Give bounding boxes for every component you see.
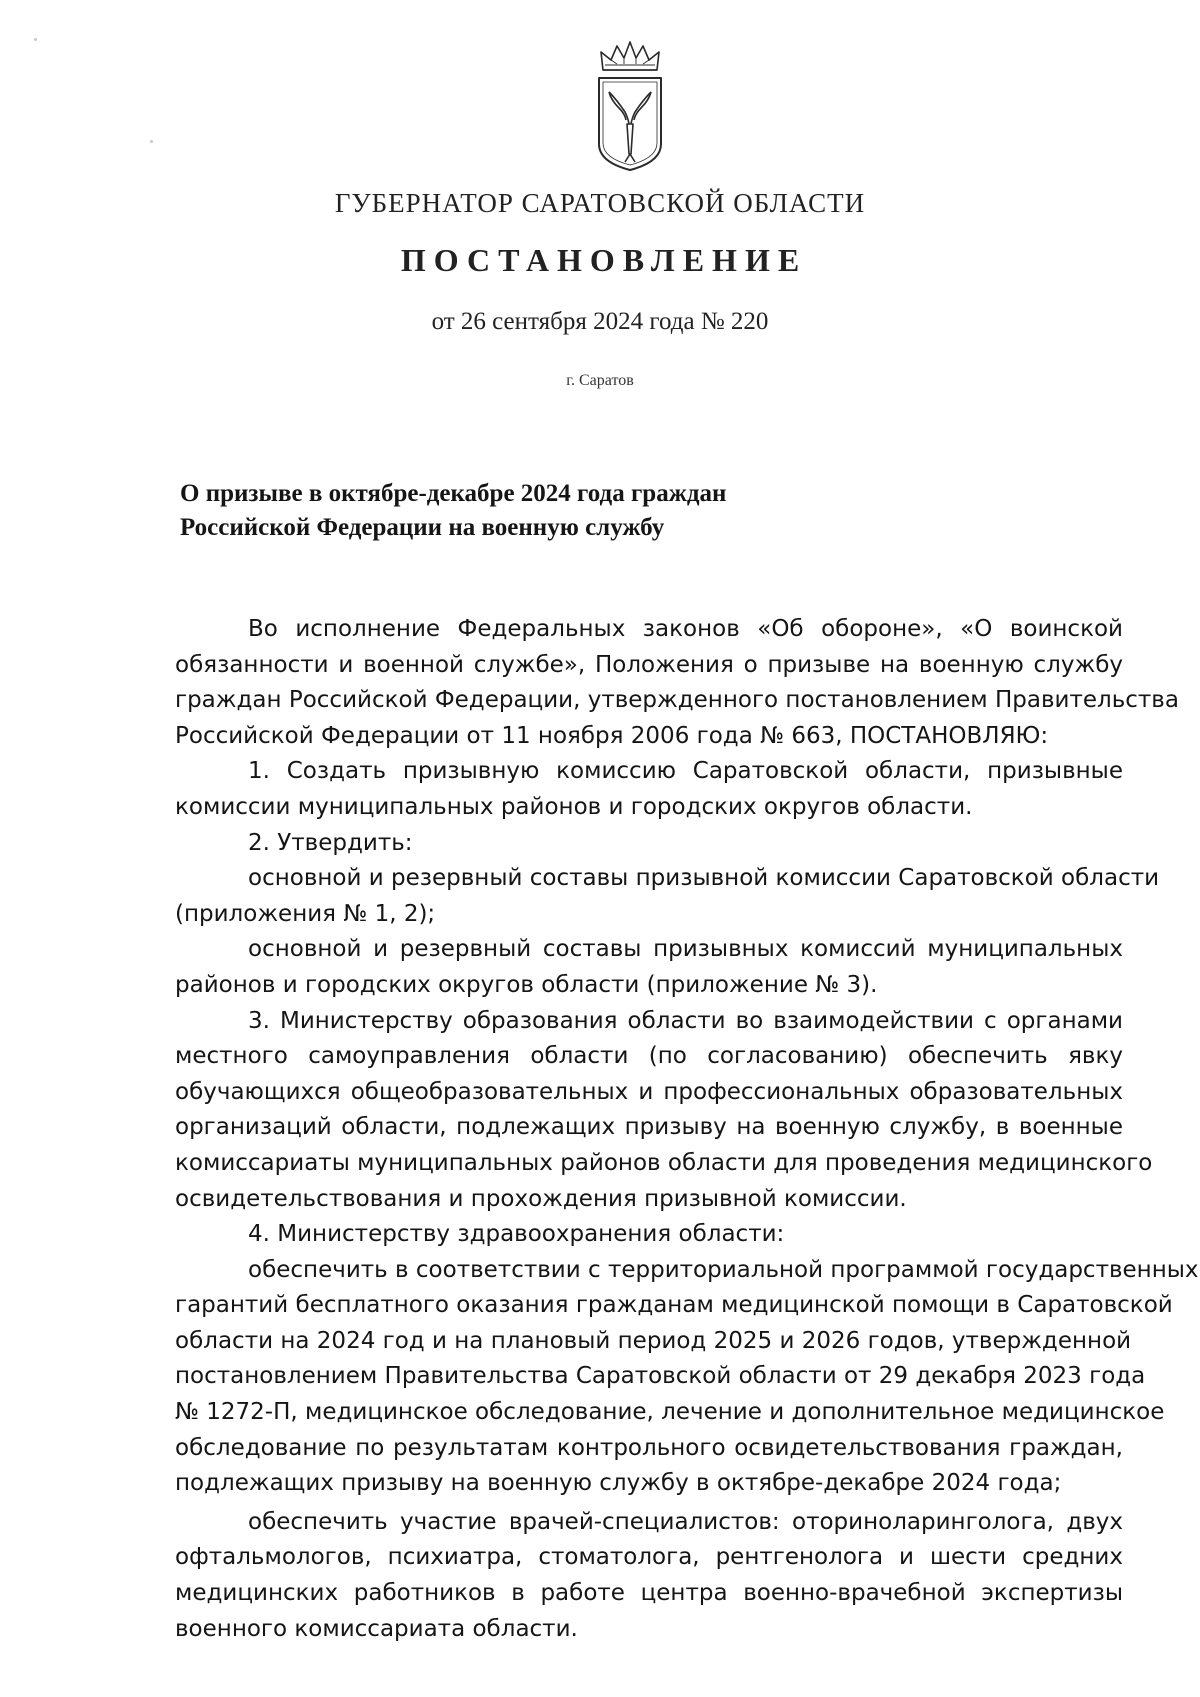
body-line: освидетельствования и прохождения призывной комиссии. [175, 1185, 907, 1212]
body-line: местного самоуправления области (по согласованию) обеспечить явку [175, 1043, 1123, 1070]
body-line: офтальмологов, психиатра, стоматолога, рентгенолога и шести средних [175, 1544, 1123, 1571]
body-line: организаций области, подлежащих призыву на военную службу, в военные [175, 1114, 1123, 1141]
body-line: 4. Министерству здравоохранения области: [248, 1221, 785, 1248]
title-line: О призыве в октябре-декабре 2024 года граждан [180, 480, 727, 507]
body-line: обязанности и военной службе», Положения о призыве на военную службу [175, 651, 1123, 678]
title-line: Российской Федерации на военную службу [180, 514, 665, 541]
body-line: подлежащих призыву на военную службу в октябре-декабре 2024 года; [175, 1470, 1062, 1497]
saratov-coat-of-arms-icon [593, 40, 667, 172]
body-line: обеспечить в соответствии с территориальной программой государственных [248, 1256, 1199, 1283]
document-title [180, 477, 820, 545]
scan-speck [150, 140, 153, 143]
body-line: Во исполнение Федеральных законов «Об обороне», «О воинской [248, 616, 1123, 642]
body-line: основной и резервный составы призывных комиссий муниципальных [248, 936, 1123, 963]
body-line: военного комиссариата области. [175, 1615, 578, 1642]
body-line: основной и резервный составы призывной комиссии Саратовской области [248, 865, 1160, 892]
body-line: обеспечить участие врачей-специалистов: оториноларинголога, двух [248, 1508, 1123, 1535]
document-city: г. Саратов [566, 372, 634, 389]
body-line: (приложения № 1, 2); [175, 900, 436, 927]
document-type: ПОСТАНОВЛЕНИЕ [400, 242, 808, 278]
body-line: комиссариаты муниципальных районов области для проведения медицинского [175, 1149, 1153, 1176]
body-line: области на 2024 год и на плановый период 2025 и 2026 годов, утвержденной [175, 1327, 1132, 1354]
body-line: № 1272-П, медицинское обследование, лечение и дополнительное медицинское [175, 1399, 1165, 1426]
body-line: комиссии муниципальных районов и городских округов области. [175, 793, 973, 820]
scan-speck [34, 38, 37, 41]
body-line: 1. Создать призывную комиссию Саратовской области, призывные [248, 758, 1123, 785]
body-line: обучающихся общеобразовательных и профессиональных образовательных [175, 1078, 1123, 1105]
body-line: граждан Российской Федерации, утвержденного постановлением Правительства [175, 687, 1179, 714]
body-line: районов и городских округов области (приложение № 3). [175, 971, 878, 998]
body-line: медицинских работников в работе центра военно-врачебной экспертизы [175, 1580, 1123, 1607]
document-date-number: от 26 сентября 2024 года № 220 [431, 308, 769, 335]
body-line: 3. Министерству образования области во взаимодействии с органами [248, 1007, 1123, 1034]
body-line: постановлением Правительства Саратовской области от 29 декабря 2023 года [175, 1363, 1146, 1390]
document-body [175, 612, 1199, 1647]
body-line: гарантий бесплатного оказания гражданам медицинской помощи в Саратовской [175, 1292, 1173, 1319]
issuing-authority: ГУБЕРНАТОР САРАТОВСКОЙ ОБЛАСТИ [334, 188, 866, 218]
body-line: 2. Утвердить: [248, 829, 413, 856]
body-line: обследование по результатам контрольного освидетельствования граждан, [175, 1434, 1123, 1461]
body-line: Российской Федерации от 11 ноября 2006 года № 663, ПОСТАНОВЛЯЮ: [175, 722, 1049, 749]
